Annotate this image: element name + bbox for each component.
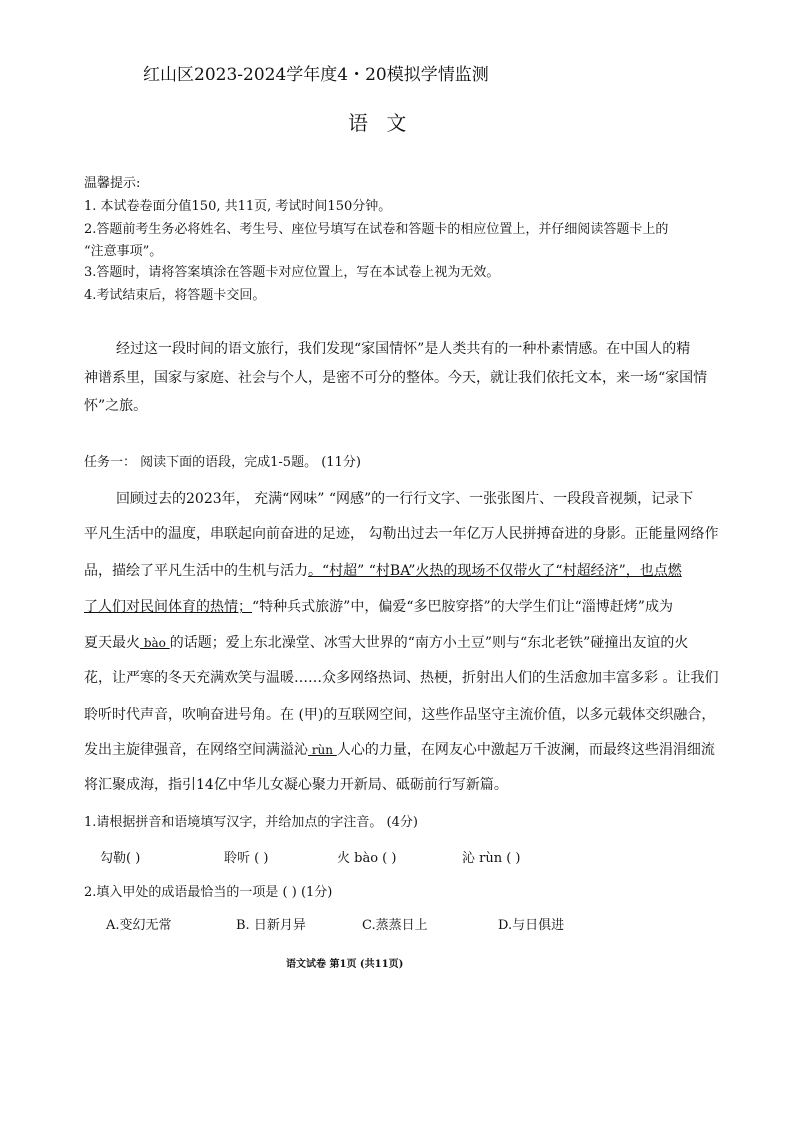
tip-item: 2.答题前考生务必将姓名、考生号、座位号填写在试卷和答题卡的相应位置上，并仔细阅读答题卡上的 xyxy=(84,222,669,237)
tip-item: “注意事项”。 xyxy=(84,244,163,259)
q1-item: 火 bào ( ) xyxy=(337,851,397,866)
intro-line: 怀”之旅。 xyxy=(84,398,148,414)
passage-line: 花，让严寒的冬天充满欢笑与温暖……众多网络热词、热梗，折射出人们的生活愈加丰富多彩 。让我们 xyxy=(84,670,719,686)
task1-heading: 任务一： 阅读下面的语段，完成1-5题。 (11分) xyxy=(84,455,361,470)
q2-option-d: D.与日俱进 xyxy=(498,918,565,933)
intro-line: 神谱系里，国家与家庭、社会与个人，是密不可分的整体。今天，就让我们依托文本，来一场“家国情 xyxy=(84,370,708,386)
q2-option-b: B. 日新月异 xyxy=(236,918,306,933)
passage-line: 回顾过去的2023年， 充满“网味” “网感”的一行行文字、一张张图片、一段段音视频，记录下 xyxy=(116,491,694,507)
tip-item: 3.答题时，请将答案填涂在答题卡对应位置上，写在本试卷上视为无效。 xyxy=(84,265,500,280)
tip-item: 1. 本试卷卷面分值150, 共11页, 考试时间150分钟。 xyxy=(84,199,392,214)
question-2-stem: 2.填入甲处的成语最恰当的一项是 ( ) (1分) xyxy=(84,885,333,900)
page-footer: 语文试卷 第1页 (共11页) xyxy=(286,959,404,970)
q2-option-c: C.蒸蒸日上 xyxy=(362,918,428,933)
subject-title: 语 文 xyxy=(348,111,413,135)
passage-line xyxy=(84,632,688,652)
q1-item: 勾勒( ) xyxy=(100,851,141,866)
q1-item: 聆听 ( ) xyxy=(224,851,269,866)
passage-line xyxy=(84,739,715,759)
passage-text: 发出主旋律强音，在网络空间满溢沁 xyxy=(84,742,308,758)
underlined-sentence: 。“村超” “村BA”火热的现场不仅带火了“村超经济”，也点燃 xyxy=(308,563,682,579)
intro-line: 经过这一段时间的语文旅行，我们发现“家国情怀”是人类共有的一种朴素情感。在中国人的精 xyxy=(116,341,691,357)
pinyin-blank-run: rùn xyxy=(308,743,337,757)
passage-text: 品，描绘了平凡生活中的生机与活力 xyxy=(84,563,308,579)
exam-title: 红山区2023-2024学年度4・20模拟学情监测 xyxy=(143,65,489,85)
passage-line: 平凡生活中的温度，串联起向前奋进的足迹， 勾勒出过去一年亿万人民拼搏奋进的身影。正能量网络作 xyxy=(84,526,719,542)
passage-line: 聆听时代声音，吹响奋进号角。在 (甲)的互联网空间，这些作品坚守主流价值，以多元载体交织融合， xyxy=(84,707,716,723)
passage-text: 的话题；爱上东北澡堂、冰雪大世界的“南方小土豆”则与“东北老铁”碰撞出友谊的火 xyxy=(169,635,689,651)
passage-line xyxy=(84,596,673,616)
passage-text: “特种兵式旅游”中，偏爱“多巴胺穿搭”的大学生们让“淄博赶烤”成为 xyxy=(252,599,673,615)
tip-item: 4.考试结束后，将答题卡交回。 xyxy=(84,288,266,303)
tips-heading: 温馨提示: xyxy=(84,176,141,191)
question-1-stem: 1.请根据拼音和语境填写汉字，并给加点的字注音。 (4分) xyxy=(84,815,418,830)
q2-option-a: A.变幻无常 xyxy=(106,918,172,933)
passage-line xyxy=(84,560,682,580)
passage-line: 将汇聚成海，指引14亿中华儿女凝心聚力开新局、砥砺前行写新篇。 xyxy=(84,777,508,793)
pinyin-blank-bao: bào xyxy=(140,636,170,650)
q1-item: 沁 rùn ( ) xyxy=(462,851,521,866)
underlined-sentence: 了人们对民间体育的热情； xyxy=(84,599,252,615)
passage-text: 夏天最火 xyxy=(84,635,140,651)
passage-text: 人心的力量，在网友心中激起万千波澜，而最终这些涓涓细流 xyxy=(336,742,715,758)
